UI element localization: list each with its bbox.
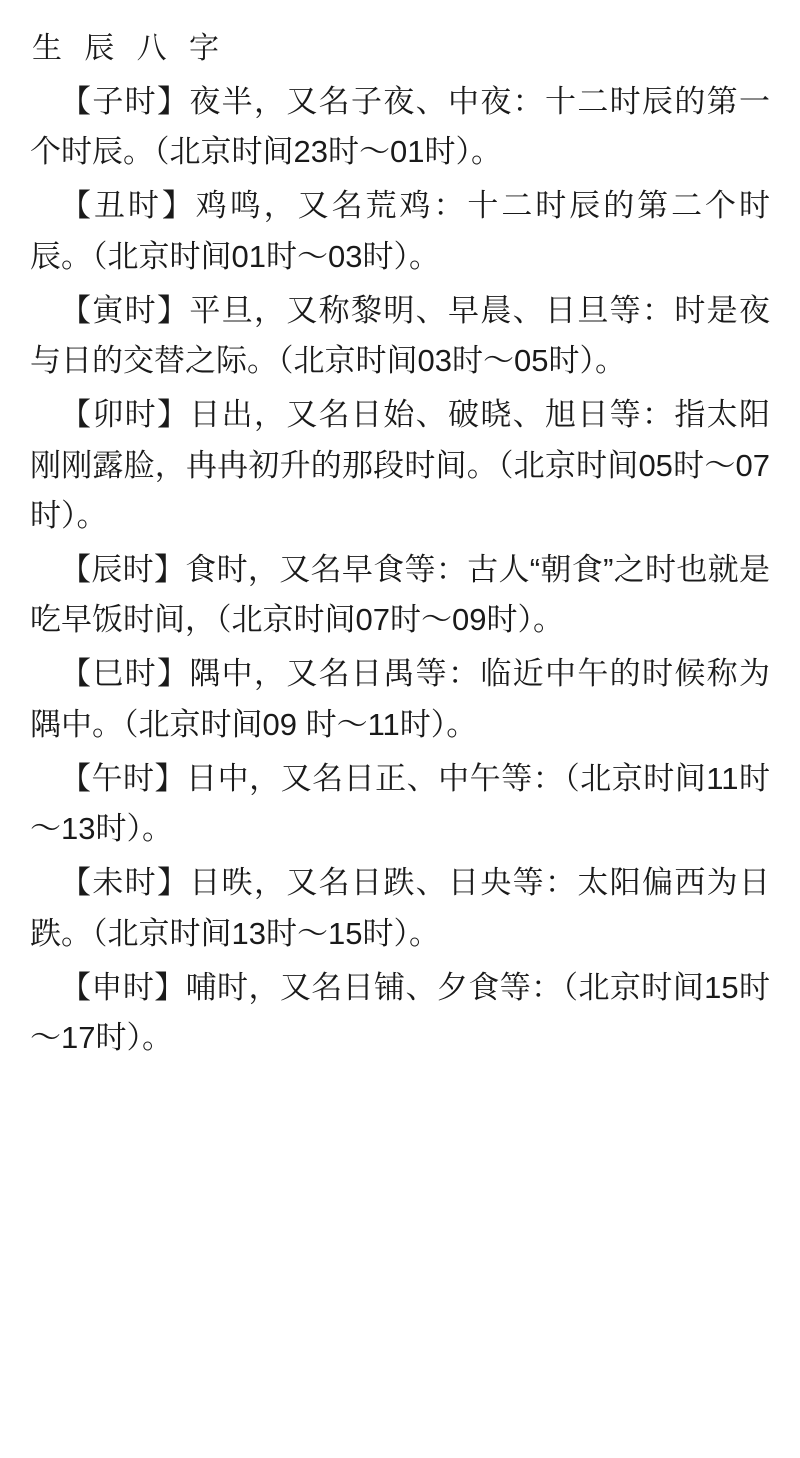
entry-maoshi: 【卯时】日出，又名日始、破晓、旭日等：指太阳刚刚露脸，冉冉初升的那段时间。（北京时间05时～07时）。 xyxy=(30,397,770,533)
entry-zishi: 【子时】夜半，又名子夜、中夜：十二时辰的第一个时辰。（北京时间23时～01时）。 xyxy=(30,84,770,170)
entry-chenshi: 【辰时】食时，又名早食等：古人“朝食”之时也就是吃早饭时间，（北京时间07时～09时）。 xyxy=(30,551,770,638)
entry-yinshi: 【寅时】平旦，又称黎明、早晨、日旦等：时是夜与日的交替之际。（北京时间03时～05时）。 xyxy=(30,292,770,379)
entry-wushi: 【午时】日中，又名日正、中午等：（北京时间11时～13时）。 xyxy=(30,760,770,847)
entry-sishi: 【巳时】隅中，又名日禺等：临近中午的时候称为隅中。（北京时间09 时～11时）。 xyxy=(30,656,770,742)
entry-weishi: 【未时】日昳，又名日跌、日央等：太阳偏西为日跌。（北京时间13时～15时）。 xyxy=(30,865,770,951)
entry-choushi: 【丑时】鸡鸣，又名荒鸡：十二时辰的第二个时辰。（北京时间01时～03时）。 xyxy=(30,188,770,274)
entry-shenshi: 【申时】哺时，又名日铺、夕食等：（北京时间15时～17时）。 xyxy=(30,969,770,1055)
page-title: 生 辰 八 字 xyxy=(32,32,227,65)
